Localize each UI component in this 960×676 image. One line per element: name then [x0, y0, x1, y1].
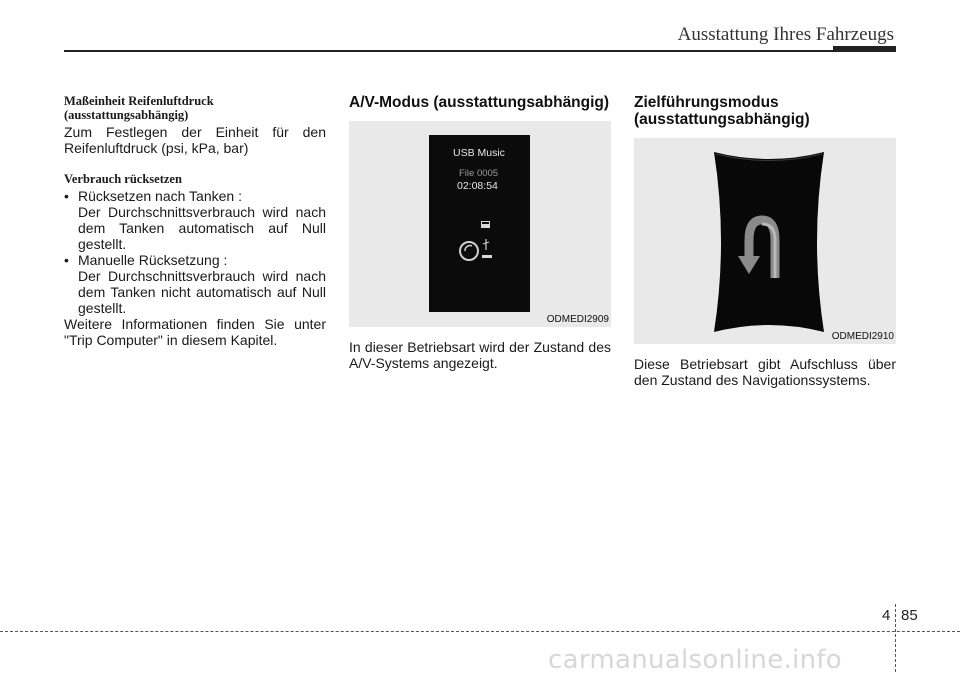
bullet-label: Rücksetzen nach Tanken :: [78, 188, 242, 204]
figure-av-display: [349, 121, 611, 327]
footer-rule: [0, 631, 960, 632]
section-body-navigation-mode: Diese Betriebsart gibt Aufschluss über den Zustand des Navigationssystems.: [634, 356, 896, 388]
figure-navigation-display: [634, 138, 896, 344]
av-screen: [429, 135, 530, 312]
section-body-av-mode: In dieser Betriebsart wird der Zustand des A/V-Systems angezeigt.: [349, 339, 611, 371]
section-title-tire-pressure-unit: Maßeinheit Reifenluftdruck (ausstattungsabhängig): [64, 94, 214, 122]
column-middle: [349, 94, 611, 371]
usb-music-icon: [455, 217, 505, 277]
section-body-tire-pressure-unit: Zum Festlegen der Einheit für den Reifenluftdruck (psi, kPa, bar): [64, 124, 326, 156]
section-title-av-mode: A/V-Modus (ausstattungsabhängig): [349, 94, 610, 111]
av-screen-title: USB Music: [453, 147, 505, 159]
figure-code: ODMEDI2909: [546, 314, 609, 325]
bullet-item: [64, 252, 326, 268]
running-header: Ausstattung Ihres Fahrzeugs: [677, 24, 894, 45]
bullet-dot-icon: •: [64, 252, 69, 268]
bullet-dot-icon: •: [64, 188, 69, 204]
header-rule: [64, 50, 834, 52]
figure-code: ODMEDI2910: [831, 331, 894, 342]
footer-divider: [895, 604, 896, 672]
watermark: carmanualsonline.info: [548, 645, 843, 675]
bullet-detail: Der Durchschnittsverbrauch wird nach dem Tanken automatisch auf Null gestellt.: [78, 204, 326, 252]
closing-note: Weitere Informationen finden Sie unter "Trip Computer" in diesem Kapitel.: [64, 316, 326, 348]
column-left: [64, 94, 326, 348]
chapter-number: 4: [882, 607, 891, 624]
section-title-navigation-mode: Zielführungsmodus (ausstattungsabhängig): [634, 94, 810, 128]
section-title-fuel-reset: Verbrauch rücksetzen: [64, 172, 182, 186]
bullet-detail: Der Durchschnittsverbrauch wird nach dem Tanken nicht automatisch auf Null gestellt.: [78, 268, 326, 316]
navigation-screen: [712, 152, 826, 332]
av-screen-time: 02:08:54: [457, 180, 498, 192]
column-right: [634, 94, 896, 388]
av-screen-file: File 0005: [459, 168, 499, 179]
page-number: 85: [901, 607, 918, 624]
header-rule-accent: [833, 46, 896, 52]
bullet-label: Manuelle Rücksetzung :: [78, 252, 228, 268]
bullet-item: [64, 188, 326, 204]
